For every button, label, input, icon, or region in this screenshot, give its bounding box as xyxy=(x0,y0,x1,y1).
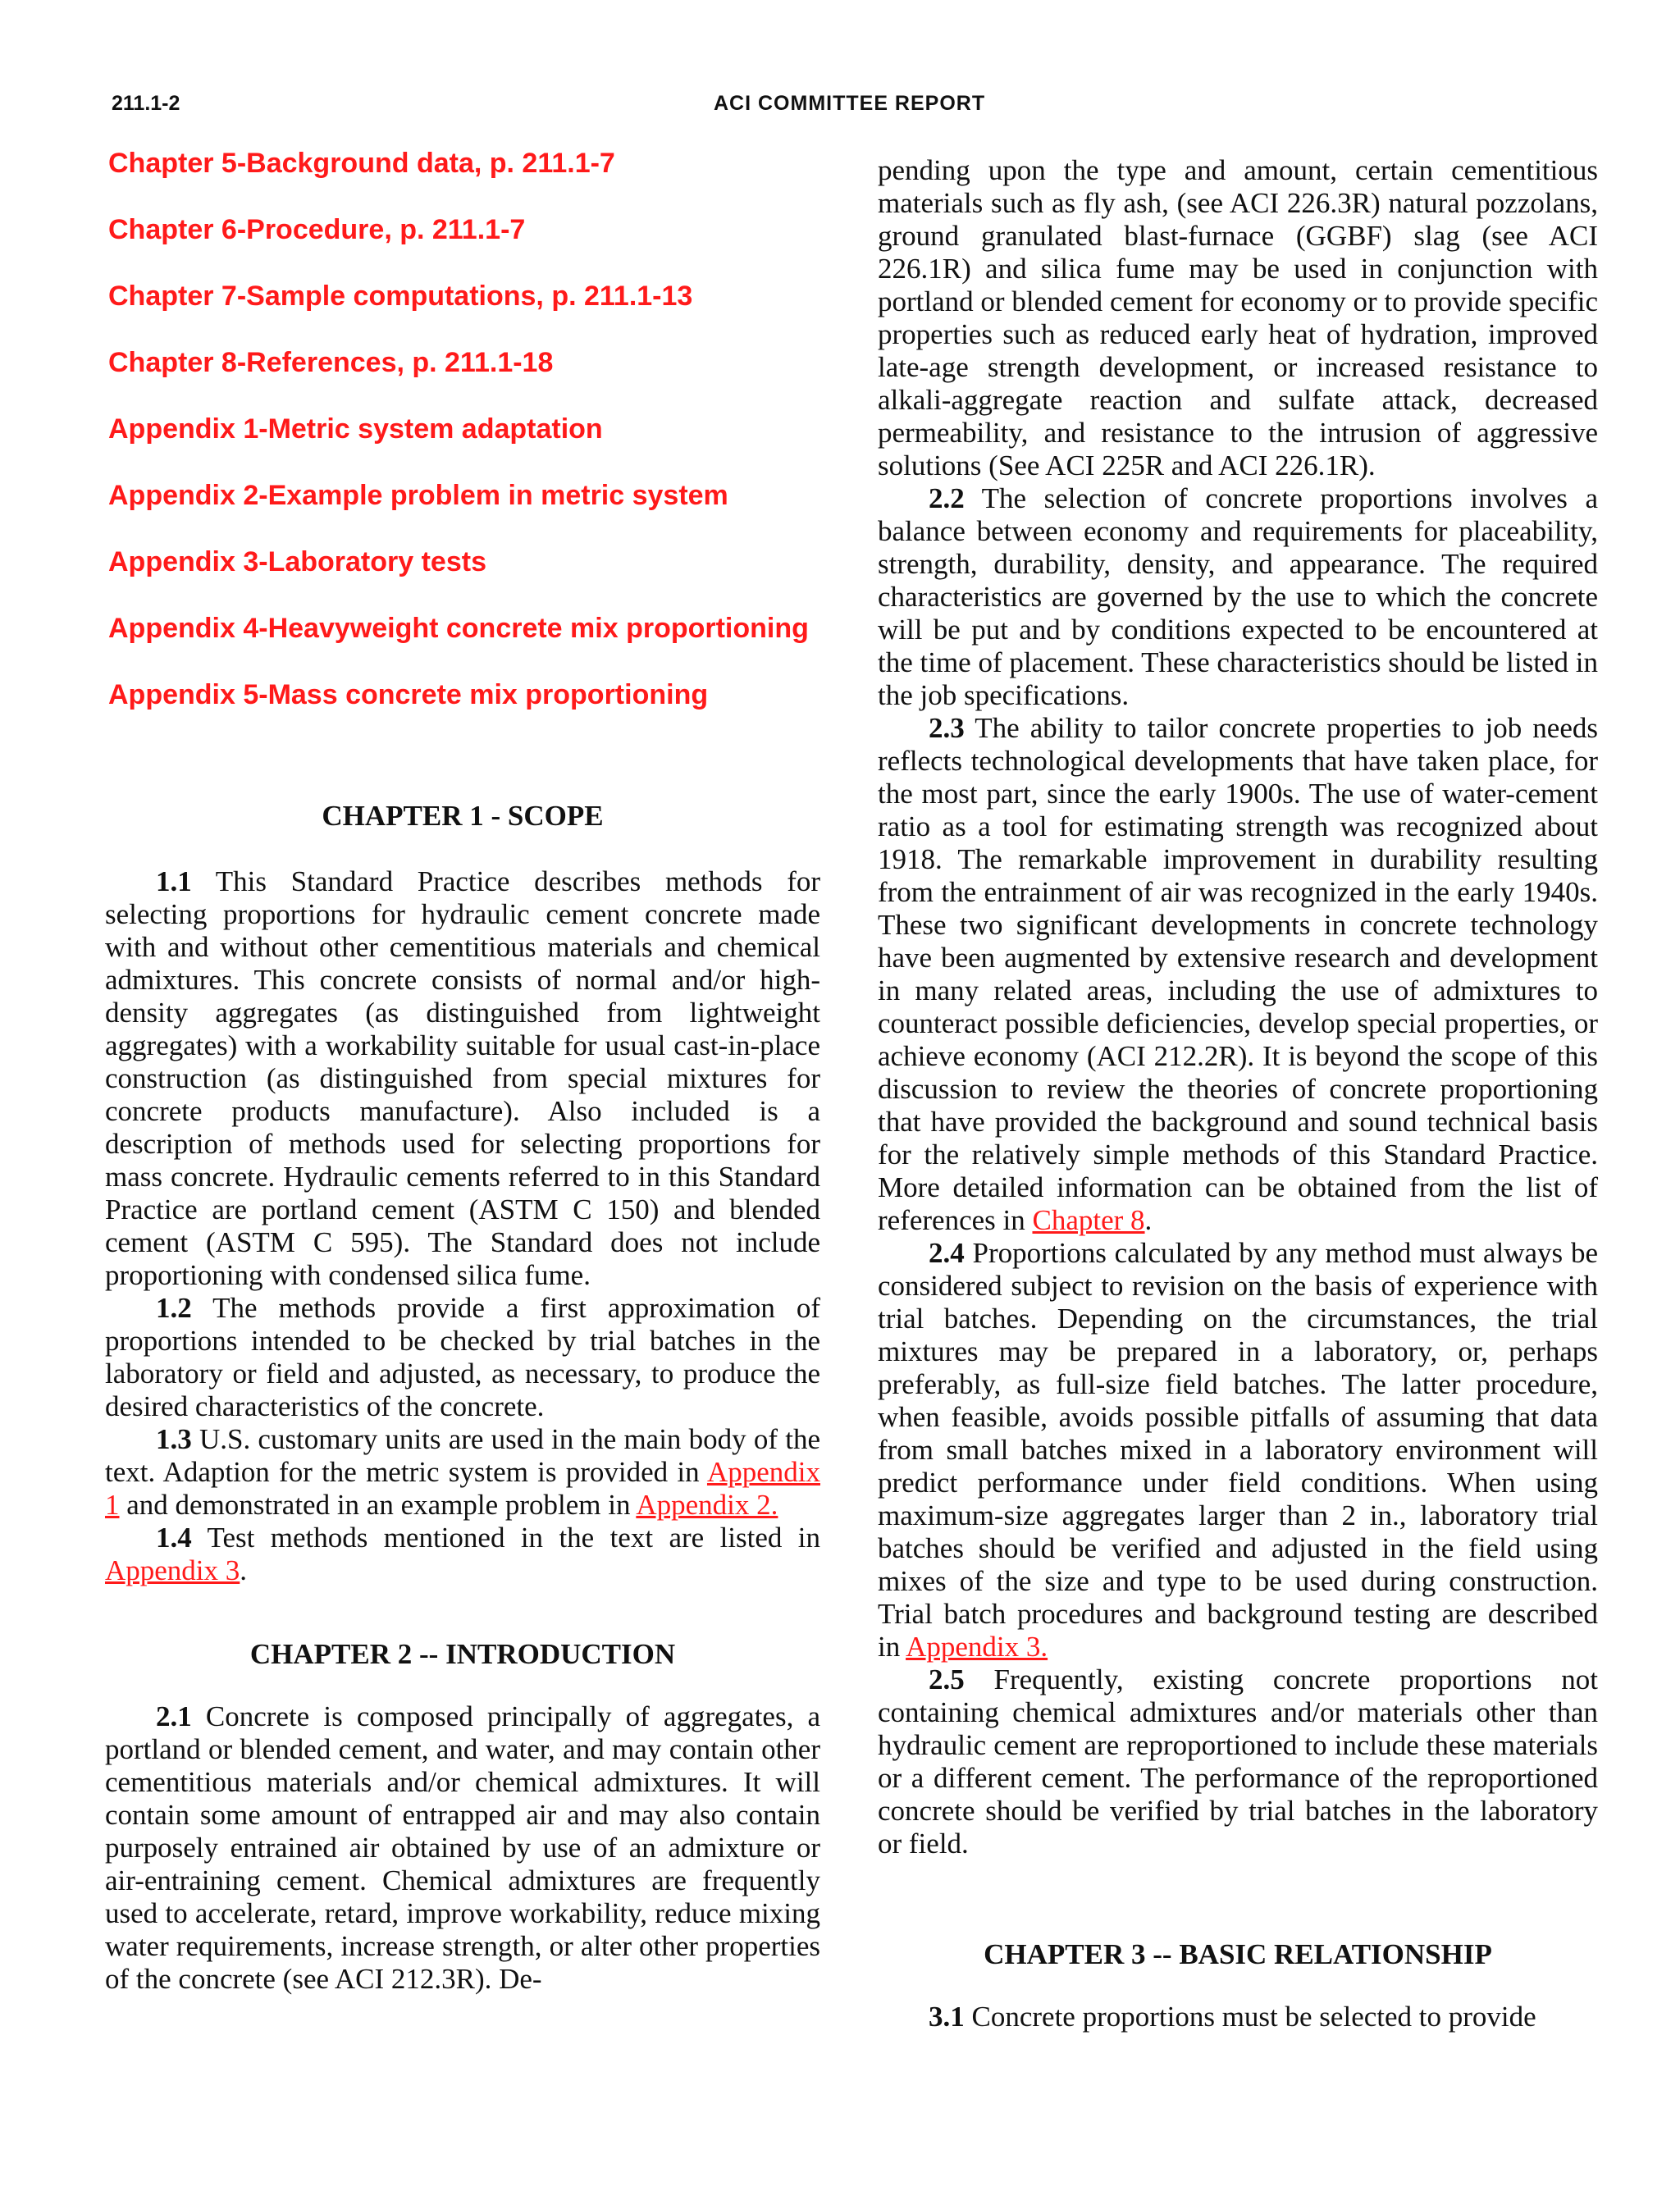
paragraph-2-5 xyxy=(878,1663,1598,1860)
paragraph-text: . xyxy=(1144,1204,1153,1236)
paragraph-text: The methods provide a first approximation of proportions intended to be checked by trial batches in the laboratory or field and adjusted, as necessary, to produce the desired characteristics of the concrete. xyxy=(105,1292,821,1422)
chapter-1-heading: CHAPTER 1 - SCOPE xyxy=(322,800,604,832)
paragraph-text: Frequently, existing concrete proportions not containing chemical admixtures and/or materials other than hydraulic cement are reproportioned to include these materials or a different cement. The performance of the reproportioned concrete should be verified by trial batches in the laboratory or field. xyxy=(878,1663,1598,1860)
paragraph-1-3 xyxy=(105,1423,820,1522)
section-number: 1.4 xyxy=(156,1522,192,1554)
appendix-3-link[interactable]: Appendix 3. xyxy=(906,1631,1048,1663)
appendix-1-link[interactable]: Appendix 1 xyxy=(105,1456,820,1521)
paragraph-text: Proportions calculated by any method must always be considered subject to revision on the basis of experience with trial batches. Depending on the circumstances, the trial mixtures may be prepared in a laboratory, or, perhaps preferably, as full-size field batches. The latter procedure, when feasible, avoids possible pitfalls of assuming that data from small batches mixed in a laboratory environment will predict performance under field conditions. When using maximum-size aggregates larger than 2 in., laboratory trial batches should be verified and adjusted in the field using mixes of the size and type to be used during construction. Trial batch procedures and background testing are described in xyxy=(878,1237,1598,1663)
paragraph-text: and demonstrated in an example problem in xyxy=(126,1489,631,1521)
toc-link-chapter-7[interactable]: Chapter 7-Sample computations, p. 211.1-13 xyxy=(108,281,693,312)
paragraph-text: The ability to tailor concrete properties to job needs reflects technological developments that have taken place, for the most part, since the early 1900s. The use of water-cement ratio as a tool for estimating strength was recognized about 1918. The remarkable improvement in durability resulting from the entrainment of air was recognized in the early 1940s. These two significant developments in concrete technology have been augmented by extensive research and development in many related areas, including the use of admixtures to counteract possible deficiencies, develop special properties, or achieve economy (ACI 212.2R). It is beyond the scope of this discussion to review the theories of concrete proportioning that have provided the background and sound technical basis for the relatively simple methods of this Standard Practice. More detailed information can be obtained from the list of references in xyxy=(878,712,1598,1236)
toc-link-appendix-1[interactable]: Appendix 1-Metric system adaptation xyxy=(108,413,603,445)
appendix-3-link[interactable]: Appendix 3 xyxy=(105,1554,240,1586)
paragraph-2-1 xyxy=(105,1700,820,1996)
paragraph-text: . xyxy=(240,1554,248,1586)
paragraph-2-1-tail: pending upon the type and amount, certain cementitious materials such as fly ash, (see ACI 226.3R) natural pozzolans, ground granulated blast-furnace (GGBF) slag (see ACI 226.1R) and silica fume may be used in conjunction with portland or blended cement for economy or to provide specific properties such as reduced early heat of hydration, improved late-age strength development, or increased resistance to alkali-aggregate reaction and sulfate attack, decreased permeability, and resistance to the intrusion of aggressive solutions (See ACI 225R and ACI 226.1R). xyxy=(878,154,1598,481)
toc-link-chapter-8[interactable]: Chapter 8-References, p. 211.1-18 xyxy=(108,347,554,378)
section-number: 2.3 xyxy=(929,712,965,744)
paragraph-2-4 xyxy=(878,1237,1598,1663)
section-number: 1.2 xyxy=(156,1292,192,1324)
toc-link-appendix-4[interactable]: Appendix 4-Heavyweight concrete mix proportioning xyxy=(108,613,809,644)
paragraph-2-3 xyxy=(878,712,1598,1237)
toc-link-appendix-3[interactable]: Appendix 3-Laboratory tests xyxy=(108,546,486,577)
toc-link-chapter-6[interactable]: Chapter 6-Procedure, p. 211.1-7 xyxy=(108,214,526,245)
paragraph-3-1 xyxy=(878,2001,1598,2033)
page-number: 211.1-2 xyxy=(112,92,180,115)
paragraph-text: Test methods mentioned in the text are listed in xyxy=(207,1522,821,1554)
paragraph-text: U.S. customary units are used in the main body of the text. Adaption for the metric system is provided in xyxy=(105,1423,820,1488)
section-number: 3.1 xyxy=(929,2001,965,2033)
paragraph-text: Concrete is composed principally of aggregates, a portland or blended cement, and water, and may contain other cementitious materials and/or chemical admixtures. It will contain some amount of entrapped air and may also contain purposely entrained air obtained by use of an admixture or air-entraining cement. Chemical admixtures are frequently used to accelerate, retard, improve workability, reduce mixing water requirements, increase strength, or alter other properties of the concrete (see ACI 212.3R). De- xyxy=(105,1700,820,1995)
section-number: 1.1 xyxy=(156,865,192,897)
section-number: 2.5 xyxy=(929,1663,965,1695)
appendix-2-link[interactable]: Appendix 2. xyxy=(636,1489,778,1521)
table-of-contents xyxy=(108,146,847,744)
paragraph-text: This Standard Practice describes methods for selecting proportions for hydraulic cement concrete made with and without other cementitious materials and chemical admixtures. This concrete consists of normal and/or high-density aggregates (as distinguished from lightweight aggregates) with a workability suitable for usual cast-in-place construction (as distinguished from special mixtures for concrete products manufacture). Also included is a description of methods used for selecting proportions for mass concrete. Hydraulic cements referred to in this Standard Practice are portland cement (ASTM C 150) and blended cement (ASTM C 595). The Standard does not include proportioning with condensed silica fume. xyxy=(105,865,821,1291)
toc-link-appendix-5[interactable]: Appendix 5-Mass concrete mix proportioning xyxy=(108,679,709,710)
paragraph-1-1 xyxy=(105,865,820,1292)
left-column xyxy=(105,800,820,1996)
paragraph-text: Concrete proportions must be selected to provide xyxy=(971,2001,1536,2033)
section-number: 2.2 xyxy=(929,482,965,514)
paragraph-2-2 xyxy=(878,482,1598,712)
toc-link-chapter-5[interactable]: Chapter 5-Background data, p. 211.1-7 xyxy=(108,148,615,179)
paragraph-1-2 xyxy=(105,1292,820,1423)
running-title: ACI COMMITTEE REPORT xyxy=(714,92,986,115)
chapter-2-heading: CHAPTER 2 -- INTRODUCTION xyxy=(249,1638,676,1670)
section-number: 1.3 xyxy=(156,1423,192,1455)
toc-link-appendix-2[interactable]: Appendix 2-Example problem in metric system xyxy=(108,480,728,511)
paragraph-1-4 xyxy=(105,1522,820,1587)
chapter-8-link[interactable]: Chapter 8 xyxy=(1032,1204,1145,1236)
paragraph-text: The selection of concrete proportions involves a balance between economy and requirements for placeability, strength, durability, density, and appearance. The required characteristics are governed by the use to which the concrete will be put and by conditions expected to be encountered at the time of placement. These characteristics should be listed in the job specifications. xyxy=(878,482,1598,711)
chapter-3-heading: CHAPTER 3 -- BASIC RELATIONSHIP xyxy=(984,1938,1492,1970)
section-number: 2.4 xyxy=(929,1237,965,1269)
section-number: 2.1 xyxy=(156,1700,192,1732)
right-column-body xyxy=(878,154,1598,2033)
